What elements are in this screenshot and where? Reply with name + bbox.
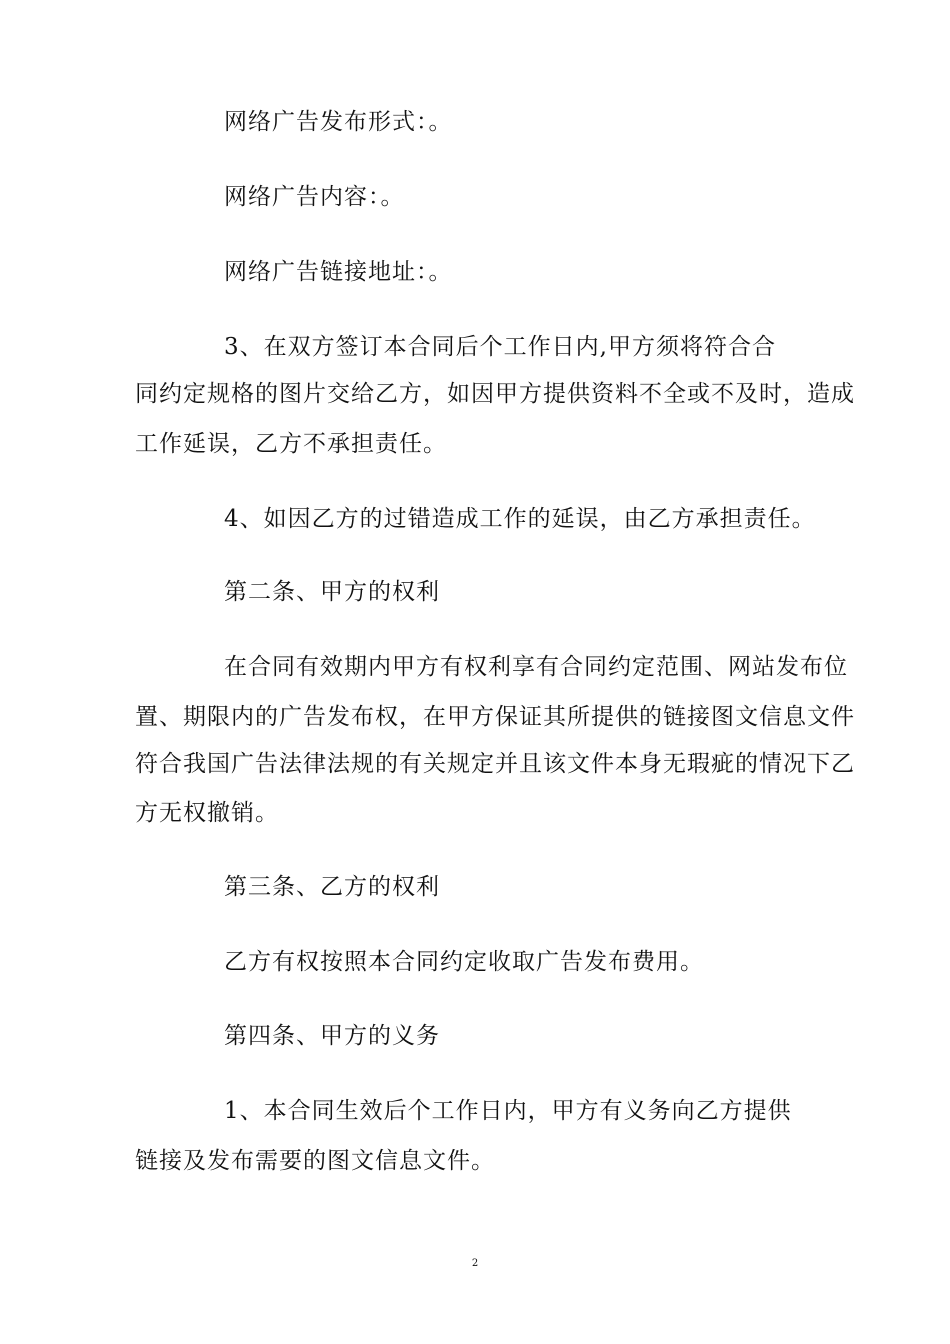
article-4-item-1-line-2: 链接及发布需要的图文信息文件。 [135,1148,495,1174]
article-2-body-line-2: 置、期限内的广告发布权，在甲方保证其所提供的链接图文信息文件 [135,704,855,730]
ad-content-line: 网络广告内容：。 [224,184,405,210]
clause-3-line-2: 同约定规格的图片交给乙方，如因甲方提供资料不全或不及时，造成 [135,381,855,407]
article-2-body-line-3: 符合我国广告法律法规的有关规定并且该文件本身无瑕疵的情况下乙 [135,751,855,777]
clause-3-line-1: 3、在双方签订本合同后个工作日内,甲方须将符合合 [224,334,776,360]
article-4-item-1-line-1: 1、本合同生效后个工作日内，甲方有义务向乙方提供 [224,1098,792,1124]
article-3-body: 乙方有权按照本合同约定收取广告发布费用。 [224,949,704,975]
ad-link-address-line: 网络广告链接地址：。 [224,259,453,285]
article-4-heading: 第四条、甲方的义务 [224,1023,440,1049]
ad-format-line: 网络广告发布形式：。 [224,109,453,135]
article-3-heading: 第三条、乙方的权利 [224,874,440,900]
clause-3-line-3: 工作延误，乙方不承担责任。 [135,431,447,457]
article-2-body-line-4: 方无权撤销。 [135,800,279,826]
article-2-body-line-1: 在合同有效期内甲方有权利享有合同约定范围、网站发布位 [224,654,848,680]
article-2-heading: 第二条、甲方的权利 [224,579,440,605]
page-number: 2 [471,1258,479,1269]
clause-4-line: 4、如因乙方的过错造成工作的延误，由乙方承担责任。 [224,506,816,532]
